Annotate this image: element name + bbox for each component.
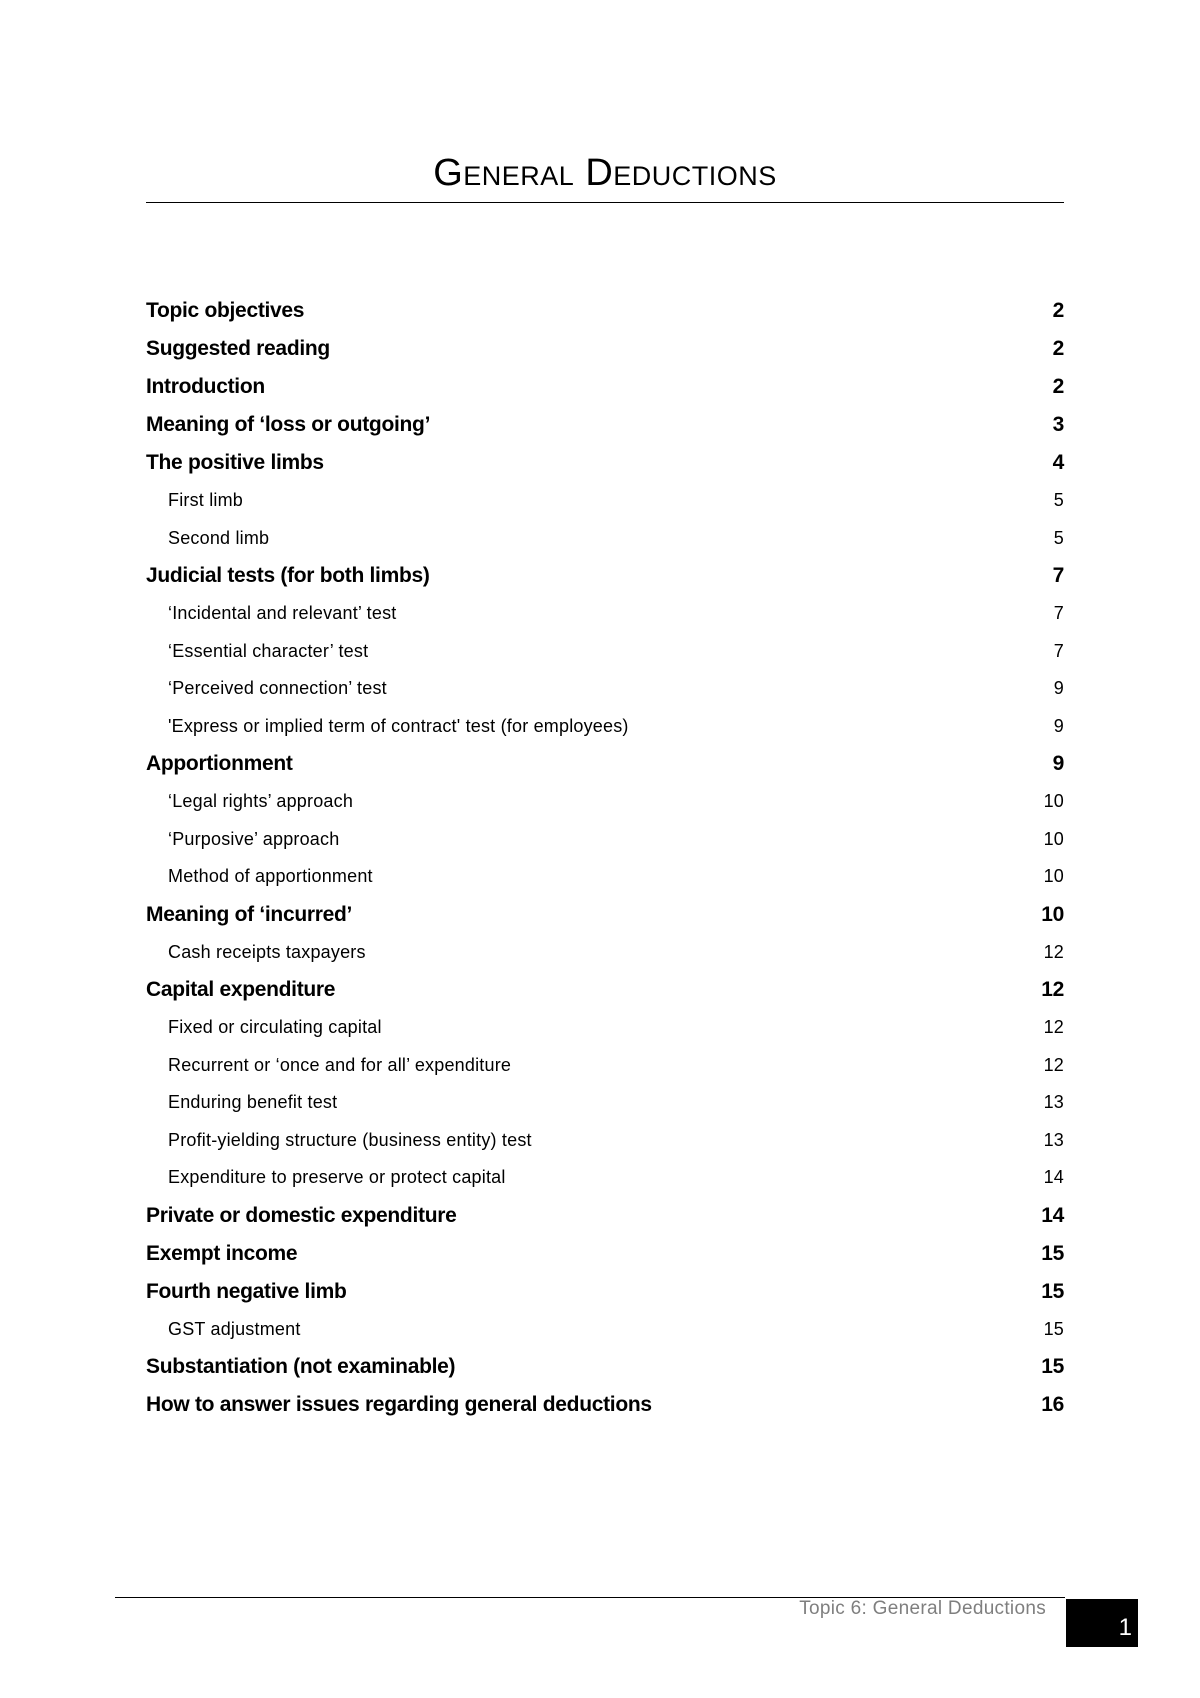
toc-entry-label: Cash receipts taxpayers bbox=[168, 941, 366, 962]
toc-entry-page: 10 bbox=[1043, 828, 1064, 849]
toc-subentry[interactable] bbox=[146, 670, 1064, 708]
toc-entry-page: 2 bbox=[1052, 299, 1064, 322]
toc-entry[interactable] bbox=[146, 745, 1064, 783]
toc-subentry[interactable] bbox=[146, 595, 1064, 633]
toc-entry[interactable] bbox=[146, 444, 1064, 482]
toc-entry-page: 15 bbox=[1041, 1279, 1064, 1303]
toc-entry-page: 10 bbox=[1043, 866, 1064, 887]
toc-entry-label: Recurrent or ‘once and for all’ expenditure bbox=[168, 1054, 512, 1075]
toc-entry-page: 3 bbox=[1052, 413, 1064, 436]
page-title: General Deductions bbox=[433, 152, 777, 194]
page-number: 1 bbox=[1118, 1614, 1132, 1641]
toc-subentry[interactable] bbox=[146, 1084, 1064, 1122]
toc-entry-page: 13 bbox=[1043, 1129, 1064, 1150]
toc-entry[interactable] bbox=[146, 1235, 1064, 1273]
toc-subentry[interactable] bbox=[146, 1122, 1064, 1160]
toc-entry-page: 5 bbox=[1053, 490, 1064, 511]
toc-entry-page: 2 bbox=[1052, 337, 1064, 360]
toc-entry[interactable] bbox=[146, 1386, 1064, 1424]
toc-entry-label: ‘Essential character’ test bbox=[168, 640, 369, 661]
toc-entry-page: 16 bbox=[1041, 1393, 1064, 1416]
toc-entry-label: Second limb bbox=[168, 527, 270, 548]
toc-entry-label: Profit-yielding structure (business entity) test bbox=[168, 1129, 532, 1150]
toc-entry-label: Fixed or circulating capital bbox=[168, 1017, 382, 1038]
toc-entry-label: Method of apportionment bbox=[168, 866, 373, 887]
toc-entry-label: Apportionment bbox=[146, 752, 293, 775]
toc-subentry[interactable] bbox=[146, 821, 1064, 859]
page-number-box bbox=[1066, 1599, 1138, 1647]
toc-entry-page: 12 bbox=[1043, 941, 1064, 962]
toc-entry-label: Enduring benefit test bbox=[168, 1092, 338, 1113]
toc-entry-label: ‘Legal rights’ approach bbox=[168, 791, 354, 812]
toc-entry-page: 9 bbox=[1052, 752, 1064, 775]
toc-subentry[interactable] bbox=[146, 482, 1064, 520]
toc-entry-page: 15 bbox=[1043, 1318, 1064, 1339]
toc-subentry[interactable] bbox=[146, 934, 1064, 972]
toc-entry[interactable] bbox=[146, 292, 1064, 330]
toc-entry-page: 7 bbox=[1053, 603, 1064, 624]
toc-entry-page: 10 bbox=[1041, 902, 1064, 926]
toc-entry[interactable] bbox=[146, 557, 1064, 595]
toc-entry-label: ‘Purposive’ approach bbox=[168, 828, 340, 849]
toc-entry-label: First limb bbox=[168, 490, 243, 511]
toc-subentry[interactable] bbox=[146, 858, 1064, 896]
toc-subentry[interactable] bbox=[146, 1311, 1064, 1349]
toc-entry-label: ‘Incidental and relevant’ test bbox=[168, 603, 397, 624]
toc-entry-label: Substantiation (not examinable) bbox=[146, 1355, 456, 1378]
toc-subentry[interactable] bbox=[146, 1159, 1064, 1197]
toc-entry[interactable] bbox=[146, 1348, 1064, 1386]
toc-entry-page: 14 bbox=[1041, 1203, 1064, 1227]
toc-entry-label: The positive limbs bbox=[146, 451, 324, 474]
toc-entry-label: How to answer issues regarding general deductions bbox=[146, 1393, 652, 1416]
toc-entry-page: 14 bbox=[1043, 1167, 1064, 1188]
toc-entry-label: GST adjustment bbox=[168, 1318, 301, 1339]
toc-entry-label: Private or domestic expenditure bbox=[146, 1203, 457, 1227]
toc-entry-page: 15 bbox=[1041, 1241, 1064, 1265]
toc-entry-page: 4 bbox=[1052, 451, 1064, 474]
toc-entry[interactable] bbox=[146, 971, 1064, 1009]
toc-entry-page: 15 bbox=[1041, 1355, 1064, 1378]
toc-entry[interactable] bbox=[146, 896, 1064, 934]
toc-entry[interactable] bbox=[146, 406, 1064, 444]
toc-subentry[interactable] bbox=[146, 633, 1064, 671]
toc-entry-label: 'Express or implied term of contract' test (for employees) bbox=[168, 715, 629, 736]
title-block bbox=[146, 150, 1064, 203]
toc-subentry[interactable] bbox=[146, 783, 1064, 821]
table-of-contents bbox=[146, 292, 1064, 1424]
toc-entry-label: Meaning of ‘loss or outgoing’ bbox=[146, 413, 431, 436]
toc-entry[interactable] bbox=[146, 1197, 1064, 1235]
toc-entry-page: 5 bbox=[1053, 527, 1064, 548]
toc-entry-page: 12 bbox=[1043, 1054, 1064, 1075]
toc-entry-page: 12 bbox=[1043, 1017, 1064, 1038]
toc-subentry[interactable] bbox=[146, 1047, 1064, 1085]
toc-entry-label: Expenditure to preserve or protect capital bbox=[168, 1167, 506, 1188]
toc-entry-label: Introduction bbox=[146, 375, 265, 398]
toc-subentry[interactable] bbox=[146, 708, 1064, 746]
toc-entry-page: 2 bbox=[1052, 375, 1064, 398]
toc-subentry[interactable] bbox=[146, 1009, 1064, 1047]
toc-entry-label: Fourth negative limb bbox=[146, 1279, 347, 1303]
toc-entry-page: 9 bbox=[1053, 715, 1064, 736]
toc-entry-page: 7 bbox=[1053, 640, 1064, 661]
toc-entry-label: Exempt income bbox=[146, 1241, 298, 1265]
toc-entry-page: 12 bbox=[1041, 978, 1064, 1001]
toc-entry-label: Meaning of ‘incurred’ bbox=[146, 902, 353, 926]
toc-entry-page: 13 bbox=[1043, 1092, 1064, 1113]
toc-entry-label: Judicial tests (for both limbs) bbox=[146, 564, 430, 587]
toc-entry-page: 7 bbox=[1052, 564, 1064, 587]
toc-entry-label: ‘Perceived connection’ test bbox=[168, 678, 387, 699]
toc-subentry[interactable] bbox=[146, 520, 1064, 558]
toc-entry[interactable] bbox=[146, 368, 1064, 406]
toc-entry-page: 10 bbox=[1043, 791, 1064, 812]
toc-entry-label: Topic objectives bbox=[146, 299, 305, 322]
toc-entry-label: Capital expenditure bbox=[146, 978, 336, 1001]
toc-entry-label: Suggested reading bbox=[146, 337, 330, 360]
toc-entry[interactable] bbox=[146, 1273, 1064, 1311]
toc-entry[interactable] bbox=[146, 330, 1064, 368]
footer-running-title: Topic 6: General Deductions bbox=[799, 1598, 1046, 1619]
toc-entry-page: 9 bbox=[1053, 678, 1064, 699]
